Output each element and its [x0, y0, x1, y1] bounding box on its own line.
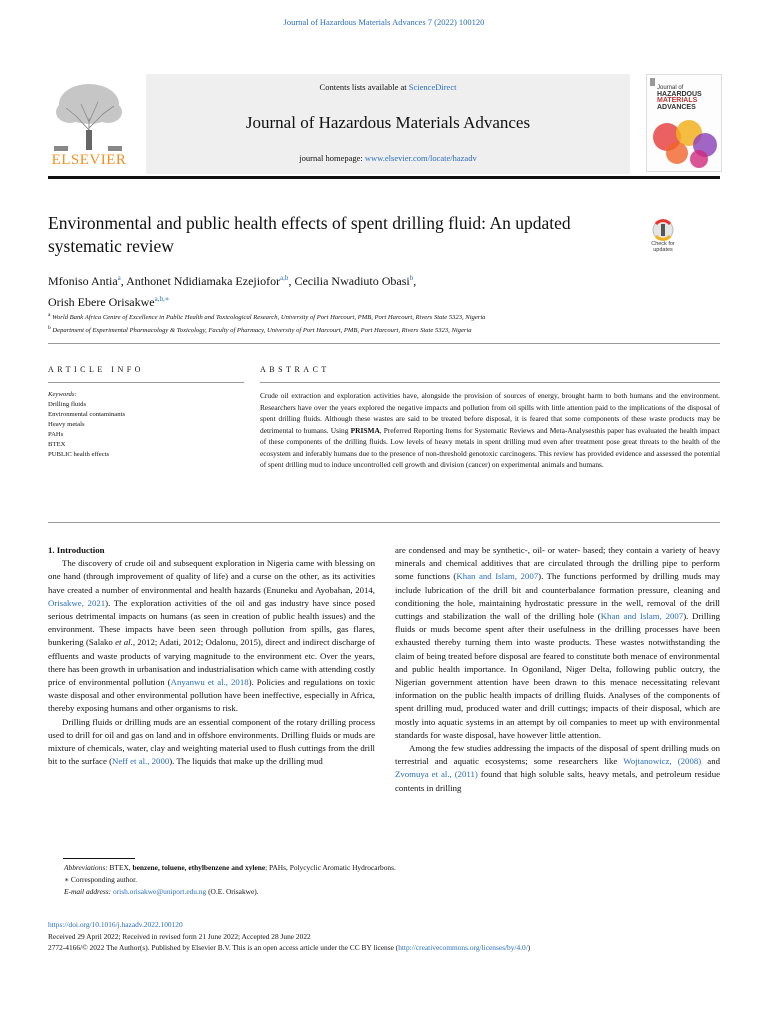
author-affiliation-marker[interactable]: a — [117, 274, 121, 282]
divider — [48, 382, 244, 383]
body-column-left — [48, 544, 375, 768]
license-link[interactable]: http://creativecommons.org/licenses/by/4.0/ — [398, 943, 528, 952]
paragraph — [48, 716, 375, 769]
author-affiliation-marker[interactable]: a,b — [280, 274, 289, 282]
text-run: Corresponding author. — [70, 875, 137, 884]
footnote-marker: ∗ — [64, 875, 70, 884]
keyword-item: PAHs — [48, 431, 64, 438]
keyword-item: Drilling fluids — [48, 401, 87, 408]
citation-link[interactable]: Orisakwe, 2021 — [48, 597, 106, 608]
citation-link[interactable]: Zvomuya et al., (2011) — [395, 769, 478, 780]
check-badge-text — [640, 241, 686, 253]
check-for-updates-badge[interactable] — [640, 218, 686, 258]
cover-title — [657, 85, 702, 111]
keywords-label: Keywords: — [48, 391, 77, 398]
cover-line-4: ADVANCES — [657, 103, 696, 111]
text-run: ). The exploration activities of the oil and gas industry have since posed serious detrimental impacts on humans (as seen in creation of public health issues) and the environment. These impacts have been seen through pollution from spills, gas flares, bunkering (Salako — [48, 597, 376, 648]
email-label: E-mail address: — [64, 887, 112, 896]
contents-line — [146, 82, 630, 92]
abstract-bold: PRISMA — [350, 425, 380, 435]
email-link[interactable]: orish.orisakwe@uniport.edu.ng — [113, 887, 207, 896]
homepage-line — [146, 153, 630, 163]
author-name[interactable]: Mfoniso Antia — [48, 274, 118, 288]
article-info-heading: ARTICLE INFO — [48, 365, 144, 374]
author-name[interactable]: Anthonet Ndidiamaka Ezejiofor — [126, 274, 281, 288]
homepage-link[interactable]: www.elsevier.com/locate/hazadv — [364, 153, 477, 163]
text-run: ). Policies and regulations on toxic waste disposal and other environmental pollution have been ineffective, especially in Africa, thereby exposing humans and other organisms to risk. — [48, 677, 375, 714]
received-dates: Received 29 April 2022; Received in revised form 21 June 2022; Accepted 28 June 2022 — [48, 931, 311, 941]
affiliation-text: World Bank Africa Centre of Excellence in Public Health and Toxicological Research, University of Port Harcourt, PMB, Port Harcourt, Rivers State 5323, Nigeria — [52, 314, 486, 322]
affiliation-marker: b — [48, 325, 51, 332]
text-run-italic: et al. — [115, 637, 133, 648]
citation-link[interactable]: Khan and Islam, 2007 — [456, 571, 539, 582]
contents-prefix: Contents lists available at — [319, 82, 407, 92]
doi-link[interactable]: https://doi.org/10.1016/j.hazadv.2022.100120 — [48, 920, 183, 929]
text-run: BTEX, — [107, 863, 133, 872]
citation-link[interactable]: Khan and Islam, 2007 — [600, 611, 684, 622]
body-column-right — [395, 544, 720, 795]
text-run-bold: benzene, toluene, ethylbenzene and xylene — [132, 863, 266, 872]
keyword-item: Heavy metals — [48, 421, 85, 428]
abstract-part: Crude oil extraction and exploration activities have, alongside the provision of sources of energy, brought harm to both humans and the environment. Researchers have over the years explored the negative impacts and pollution from oil spills with little attention paid to the implications of the disposal of spent drilling fluids. Although these wastes are said to be treated before disposal, it is feared that some components of these waste products may be detrimental to humans. Using — [260, 391, 720, 435]
keywords-block — [48, 390, 244, 460]
article-title: Environmental and public health effects of spent drilling fluid: An updated systematic review — [48, 213, 571, 256]
divider — [48, 343, 720, 344]
section-heading: 1. Introduction — [48, 545, 105, 555]
abbreviations-label: Abbreviations: — [64, 863, 108, 872]
text-run: (O.E. Orisakwe). — [206, 887, 259, 896]
homepage-prefix: journal homepage: — [299, 153, 363, 163]
affiliation-item — [48, 323, 720, 336]
keyword-item: BTEX — [48, 441, 66, 448]
keyword-item: PUBLIC health effects — [48, 451, 110, 458]
journal-cover-thumbnail[interactable] — [646, 74, 722, 172]
text-run: ). The liquids that make up the drilling mud — [169, 756, 323, 767]
abstract-heading: ABSTRACT — [260, 365, 330, 374]
divider — [260, 382, 720, 383]
cover-line-1: Journal of — [657, 85, 684, 91]
license-line — [48, 942, 728, 954]
elsevier-wordmark: ELSEVIER — [51, 152, 127, 168]
footnotes — [48, 862, 720, 898]
text-run: , 2012; Adati, 2012; Odalonu, 2015), direct and indirect discharge of effluents and waste products of varying magnitude to the environment etc. Over the years, there has been growth in urbanisation and industrialisation which came with attending costly price of environmental pollution ( — [48, 637, 375, 688]
keyword-item: Environmental contaminants — [48, 411, 126, 418]
cover-line-3: MATERIALS — [657, 97, 698, 104]
affiliation-text: Department of Experimental Pharmacology & Toxicology, Faculty of Pharmacy, University of Port Harcourt, PMB, Port Harcourt, Rivers State 5323, Nigeria — [52, 327, 472, 335]
text-run: Among the few studies addressing the impacts of the disposal of spent drilling muds on terrestrial and aquatic ecosystems; some researchers like — [395, 743, 720, 767]
check-badge-line-2: updates — [653, 247, 673, 253]
text-run: The discovery of crude oil and subsequent exploration in Nigeria came with blessing on one hand (through improvement of quality of life) and a curse on the other, as its activities have created a number of environmental and health hazards (Enuneku and Ayobahan, 2014, — [48, 558, 375, 595]
text-run: ). Drilling fluids or muds become spent after their usefulness in the drilling processes have been exhausted thereby turning them into waste products. These wastes notwithstanding the claim of being treated before disposal are feared to constitute both menace of environmental and public health importance. In Ogoniland, Niger Delta, following public outcry, the Nigerian government attention have been drawn to this menace necessitating relevant information on the public health impacts of drilling fluids. Analyses of the components of spent drilling mud, produced water and drill cuttings; impacts of their disposal, which are mostly into aquatic systems in an attempt by oil companies to meet up with environmental standards for waste disposal, have however little attention. — [395, 611, 720, 740]
journal-reference[interactable]: Journal of Hazardous Materials Advances 7 (2022) 100120 — [283, 17, 485, 27]
text-run: ; PAHs, Polycyclic Aromatic Hydrocarbons. — [265, 863, 396, 872]
email-footnote — [48, 886, 720, 898]
text-run: are condensed and may be synthetic-, oil- or water- based; they contain a variety of heavy minerals and chemical additives that are circulated through the drilling pipe to perform some functions ( — [395, 545, 720, 582]
text-run: ) — [527, 943, 531, 952]
text-run: Drilling fluids or drilling muds are an essential component of the rotary drilling process used to drill for oil and gas on land and in offshore environments. Drilling fluids or muds are mixture of chemicals, water, clay and weighting material used to flush cuttings from the drill bit to the surface ( — [48, 716, 375, 767]
text-run: found that high soluble salts, heavy metals, and petroleum residue contents in drilling — [395, 769, 720, 793]
footnote-rule — [63, 858, 135, 859]
header-rule — [48, 176, 720, 179]
author-name[interactable]: Cecilia Nwadiuto Obasi — [294, 274, 410, 288]
affiliation-item — [48, 310, 720, 323]
citation-link[interactable]: Anyanwu et al., 2018 — [170, 677, 249, 688]
affiliation-marker: a — [48, 312, 51, 318]
citation-link[interactable]: Wojtanowicz, (2008) — [623, 756, 702, 767]
sciencedirect-link[interactable]: ScienceDirect — [408, 82, 457, 92]
cover-line-2: HAZARDOUS — [657, 90, 702, 98]
citation-link[interactable]: Neff et al., 2000 — [112, 756, 170, 767]
affiliations — [48, 310, 720, 336]
article-meta-footer — [48, 919, 728, 954]
paragraph — [395, 544, 720, 742]
text-run: ). The functions performed by drilling muds may include lubrication of the drill bit and counterbalance formation pressure, cleaning and conditioning the hole, maintaining hydrostatic pressure in the well, removal of the drill cuttings and stabilization the wall of the drilling hole ( — [395, 571, 720, 622]
check-badge-line-1: Check for — [651, 241, 675, 247]
author-list: Mfoniso Antia$^a$, Anthonet Ndidiamaka Ezejiofor$^{a,b}$, Cecilia Nwadiuto Obasi$^b$, Orish Ebere Orisakwe$^{a,b,∗}$ — [48, 274, 417, 309]
abstract-text — [260, 390, 720, 471]
author-name[interactable]: Orish Ebere Orisakwe — [48, 295, 155, 309]
text-run: and — [701, 756, 720, 767]
corresponding-author-footnote — [48, 874, 720, 886]
paragraph — [48, 557, 375, 715]
abstract-part: , Preferred Reporting Items for Systematic Reviews and Meta-Analysesthis paper has evaluated the health impact of these components of the drilling fluids. Low levels of heavy metals in spent drilling mud even after treatment pose great threats to the health of the ecosystem and inferably humans due to the presence of non-threshold genotoxic carcinogens. This review has provided evidence and assessed the potential of spent drilling mud to induce uncontrolled cell growth and division (cancer) on experimental animals and humans. — [260, 425, 720, 469]
abbreviations-footnote — [48, 862, 720, 874]
journal-header — [48, 74, 720, 174]
journal-title: Journal of Hazardous Materials Advances — [245, 113, 531, 132]
divider — [48, 522, 720, 523]
text-run: 2772-4166/© 2022 The Author(s). Published by Elsevier B.V. This is an open access article under the CC BY license ( — [48, 943, 399, 952]
journal-banner — [146, 74, 630, 174]
paragraph — [395, 742, 720, 795]
author-affiliation-marker[interactable]: b — [409, 274, 414, 282]
author-affiliation-marker[interactable]: a,b,∗ — [154, 295, 170, 303]
